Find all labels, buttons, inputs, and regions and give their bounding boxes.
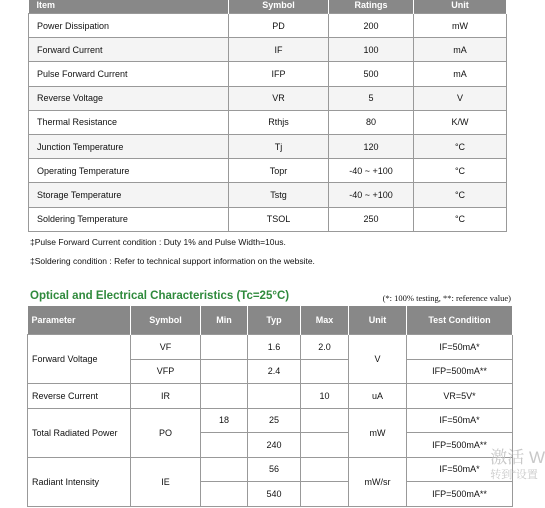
row-min (201, 384, 248, 409)
row-condition: VR=5V* (407, 384, 513, 409)
row-rating: -40 ~ +100 (329, 159, 414, 183)
table-row (28, 384, 513, 409)
row-typ: 1.6 (248, 335, 301, 360)
row-param: Pulse Forward Current (29, 62, 229, 86)
row-min (201, 482, 248, 507)
row-min: 18 (201, 408, 248, 433)
row-symbol: Tstg (229, 183, 329, 207)
row-symbol: VF (131, 335, 201, 360)
table-row (28, 335, 513, 360)
row-symbol: VR (229, 86, 329, 110)
row-typ: 2.4 (248, 359, 301, 384)
row-param: Power Dissipation (29, 14, 229, 38)
row-param: Thermal Resistance (29, 110, 229, 134)
row-param: Forward Voltage (28, 335, 131, 384)
row-symbol: Topr (229, 159, 329, 183)
row-unit: °C (414, 207, 507, 231)
ratings-header-symbol: Symbol (229, 0, 329, 14)
row-unit: °C (414, 159, 507, 183)
table-row (29, 183, 507, 207)
row-condition: IF=50mA* (407, 457, 513, 482)
table-row (29, 86, 507, 110)
row-rating: 100 (329, 38, 414, 62)
row-unit: mW/sr (349, 457, 407, 506)
row-typ: 240 (248, 433, 301, 458)
header-max: Max (301, 306, 349, 335)
ratings-header-item: Item (29, 0, 229, 14)
row-unit: uA (349, 384, 407, 409)
row-param: Radiant Intensity (28, 457, 131, 506)
row-rating: 500 (329, 62, 414, 86)
table-row (29, 134, 507, 158)
activation-watermark (490, 448, 545, 482)
row-typ: 56 (248, 457, 301, 482)
row-condition: IFP=500mA** (407, 359, 513, 384)
row-max (301, 457, 349, 482)
header-test-condition: Test Condition (407, 306, 513, 335)
soldering-note: ‡Soldering condition : Refer to technical support information on the website. (30, 256, 315, 266)
row-symbol: TSOL (229, 207, 329, 231)
table-row (29, 38, 507, 62)
row-symbol: Tj (229, 134, 329, 158)
header-parameter: Parameter (28, 306, 131, 335)
row-rating: 80 (329, 110, 414, 134)
row-unit: °C (414, 183, 507, 207)
row-unit: V (349, 335, 407, 384)
row-symbol: IE (131, 457, 201, 506)
row-max (301, 482, 349, 507)
table-row (29, 159, 507, 183)
row-symbol: IFP (229, 62, 329, 86)
row-typ: 540 (248, 482, 301, 507)
row-typ: 25 (248, 408, 301, 433)
row-typ (248, 384, 301, 409)
optical-header-row (28, 306, 513, 335)
table-row (28, 457, 513, 482)
row-param: Total Radiated Power (28, 408, 131, 457)
ratings-header-unit: Unit (414, 0, 507, 14)
row-rating: 120 (329, 134, 414, 158)
row-unit: °C (414, 134, 507, 158)
row-max: 10 (301, 384, 349, 409)
row-rating: 250 (329, 207, 414, 231)
row-symbol: Rthjs (229, 110, 329, 134)
header-typ: Typ (248, 306, 301, 335)
row-param: Soldering Temperature (29, 207, 229, 231)
row-rating: -40 ~ +100 (329, 183, 414, 207)
row-param: Storage Temperature (29, 183, 229, 207)
row-min (201, 335, 248, 360)
row-max (301, 433, 349, 458)
row-symbol: PO (131, 408, 201, 457)
row-symbol: PD (229, 14, 329, 38)
row-unit: V (414, 86, 507, 110)
row-unit: mA (414, 62, 507, 86)
row-param: Forward Current (29, 38, 229, 62)
header-symbol: Symbol (131, 306, 201, 335)
watermark-line2: 转到“设置 (490, 469, 538, 481)
row-param: Junction Temperature (29, 134, 229, 158)
ratings-header-row (29, 0, 507, 14)
table-row (29, 14, 507, 38)
ratings-table (28, 0, 507, 232)
row-condition: IF=50mA* (407, 335, 513, 360)
row-max (301, 359, 349, 384)
optical-electrical-table (27, 306, 513, 507)
row-condition: IF=50mA* (407, 408, 513, 433)
row-min (201, 359, 248, 384)
row-max (301, 408, 349, 433)
row-rating: 200 (329, 14, 414, 38)
row-unit: mW (414, 14, 507, 38)
row-condition: IFP=500mA** (407, 482, 513, 507)
row-symbol: IF (229, 38, 329, 62)
section-title: Optical and Electrical Characteristics (Tc=25°C) (30, 290, 290, 302)
row-unit: mA (414, 38, 507, 62)
row-param: Reverse Current (28, 384, 131, 409)
row-symbol: IR (131, 384, 201, 409)
row-rating: 5 (329, 86, 414, 110)
testing-note: (*: 100% testing, **: reference value) (382, 293, 511, 303)
row-unit: K/W (414, 110, 507, 134)
table-row (28, 408, 513, 433)
row-unit: mW (349, 408, 407, 457)
row-param: Operating Temperature (29, 159, 229, 183)
watermark-line1: 激活 W (490, 448, 545, 467)
row-max: 2.0 (301, 335, 349, 360)
table-row (29, 62, 507, 86)
header-unit: Unit (349, 306, 407, 335)
pulse-current-note: ‡Pulse Forward Current condition : Duty 1% and Pulse Width=10us. (30, 237, 286, 247)
row-min (201, 457, 248, 482)
table-row (29, 110, 507, 134)
header-min: Min (201, 306, 248, 335)
row-min (201, 433, 248, 458)
row-param: Reverse Voltage (29, 86, 229, 110)
table-row (29, 207, 507, 231)
row-condition: IFP=500mA** (407, 433, 513, 458)
row-symbol: VFP (131, 359, 201, 384)
ratings-header-ratings: Ratings (329, 0, 414, 14)
